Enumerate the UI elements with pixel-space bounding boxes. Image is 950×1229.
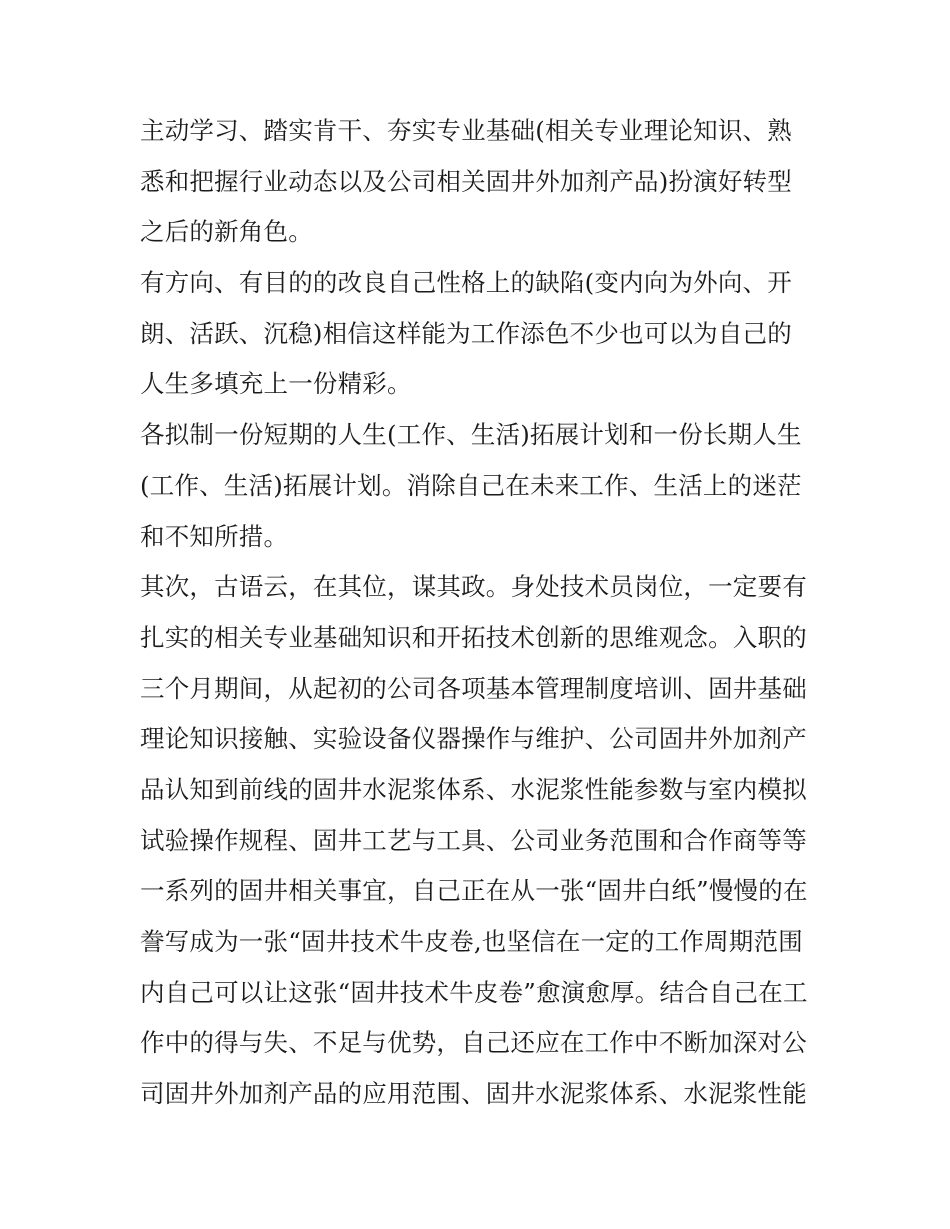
text-line: 扎实的相关专业基础知识和开拓技术创新的思维观念。入职的 — [140, 622, 807, 652]
paragraph-4 — [140, 562, 812, 1120]
text-line: 悉和把握行业动态以及公司相关固井外加剂产品)扮演好转型 — [140, 166, 792, 196]
text-line: 内自己可以让这张“固井技术牛皮卷”愈演愈厚。结合自己在工 — [140, 977, 808, 1007]
text-line: 有方向、有目的的改良自己性格上的缺陷(变内向为外向、开 — [140, 268, 792, 298]
text-line: 主动学习、踏实肯干、夯实专业基础(相关专业理论知识、熟 — [140, 116, 792, 145]
paragraph-1 — [140, 106, 812, 258]
paragraph-3 — [140, 410, 812, 562]
text-line: 一系列的固井相关事宜，自己正在从一张“固井白纸”慢慢的在 — [140, 876, 808, 906]
text-line: 司固井外加剂产品的应用范围、固井水泥浆体系、水泥浆性能 — [140, 1079, 807, 1109]
text-line: 作中的得与失、不足与优势，自己还应在工作中不断加深对公 — [140, 1028, 807, 1058]
document-body — [140, 106, 812, 1120]
text-line: 和不知所措。 — [140, 521, 289, 551]
text-line: 其次，古语云，在其位，谋其政。身处技术员岗位，一定要有 — [140, 572, 807, 602]
text-line: 理论知识接触、实验设备仪器操作与维护、公司固井外加剂产 — [140, 724, 807, 754]
paragraph-2 — [140, 258, 812, 410]
text-line: 朗、活跃、沉稳)相信这样能为工作添色不少也可以为自己的 — [140, 318, 792, 348]
text-line: 人生多填充上一份精彩。 — [140, 369, 412, 399]
text-line: 试验操作规程、固井工艺与工具、公司业务范围和合作商等等 — [140, 825, 807, 855]
text-line: 三个月期间，从起初的公司各项基本管理制度培训、固井基础 — [140, 673, 807, 703]
text-line: (工作、生活)拓展计划。消除自己在未来工作、生活上的迷茫 — [140, 470, 802, 500]
text-line: 品认知到前线的固井水泥浆体系、水泥浆性能参数与室内模拟 — [140, 774, 807, 804]
text-line: 之后的新角色。 — [140, 217, 313, 247]
text-line: 誊写成为一张“固井技术牛皮卷,也坚信在一定的工作周期范围 — [140, 927, 803, 956]
text-line: 各拟制一份短期的人生(工作、生活)拓展计划和一份长期人生 — [140, 420, 802, 450]
